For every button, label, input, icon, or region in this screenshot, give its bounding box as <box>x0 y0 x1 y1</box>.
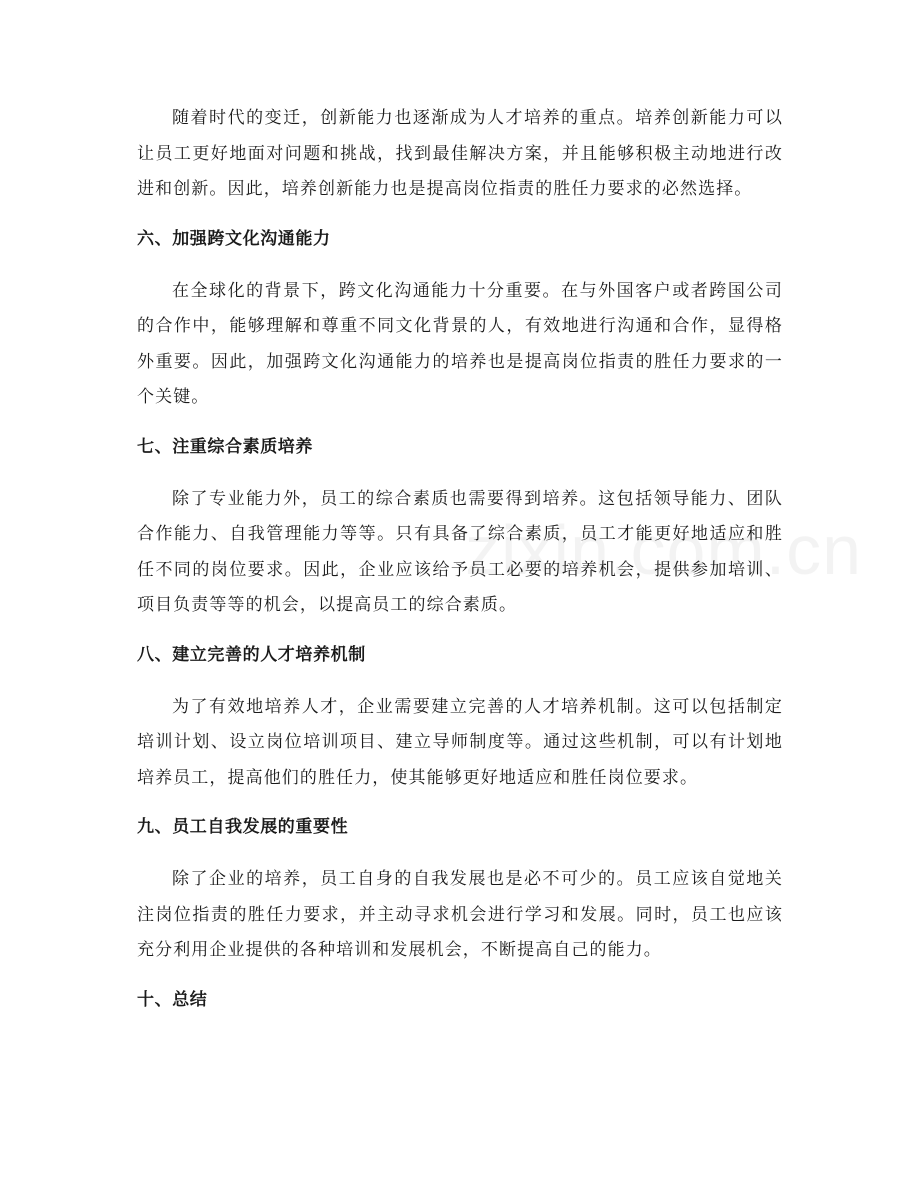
section-body-9: 除了企业的培养，员工自身的自我发展也是必不可少的。员工应该自觉地关注岗位指责的胜任力要求，并主动寻求机会进行学习和发展。同时，员工也应该充分利用企业提供的各种培训和发展机会，不断提高自己的能力。 <box>137 869 783 960</box>
section-body-8: 为了有效地培养人才，企业需要建立完善的人才培养机制。这可以包括制定培训计划、设立岗位培训项目、建立导师制度等。通过这些机制，可以有计划地培养员工，提高他们的胜任力，使其能够更好地适应和胜任岗位要求。 <box>137 696 783 788</box>
document-content <box>137 101 783 1012</box>
section-heading-10: 十、总结 <box>137 989 208 1010</box>
section-body-7: 除了专业能力外，员工的综合素质也需要得到培养。这包括领导能力、团队合作能力、自我管理能力等等。只有具备了综合素质，员工才能更好地适应和胜任不同的岗位要求。因此，企业应该给予员工必要的培养机会，提供参加培训、项目负责等等的机会，以提高员工的综合素质。 <box>137 488 783 615</box>
section-body-6: 在全球化的背景下，跨文化沟通能力十分重要。在与外国客户或者跨国公司的合作中，能够理解和尊重不同文化背景的人，有效地进行沟通和合作，显得格外重要。因此，加强跨文化沟通能力的培养也是提高岗位指责的胜任力要求的一个关键。 <box>137 280 783 407</box>
section-heading-7: 七、注重综合素质培养 <box>137 436 313 457</box>
section-heading-8: 八、建立完善的人才培养机制 <box>137 644 366 665</box>
intro-paragraph: 随着时代的变迁，创新能力也逐渐成为人才培养的重点。培养创新能力可以让员工更好地面对问题和挑战，找到最佳解决方案，并且能够积极主动地进行改进和创新。因此，培养创新能力也是提高岗位指责的胜任力要求的必然选择。 <box>137 108 783 199</box>
section-heading-9: 九、员工自我发展的重要性 <box>137 817 349 837</box>
section-heading-6: 六、加强跨文化沟通能力 <box>137 228 331 249</box>
